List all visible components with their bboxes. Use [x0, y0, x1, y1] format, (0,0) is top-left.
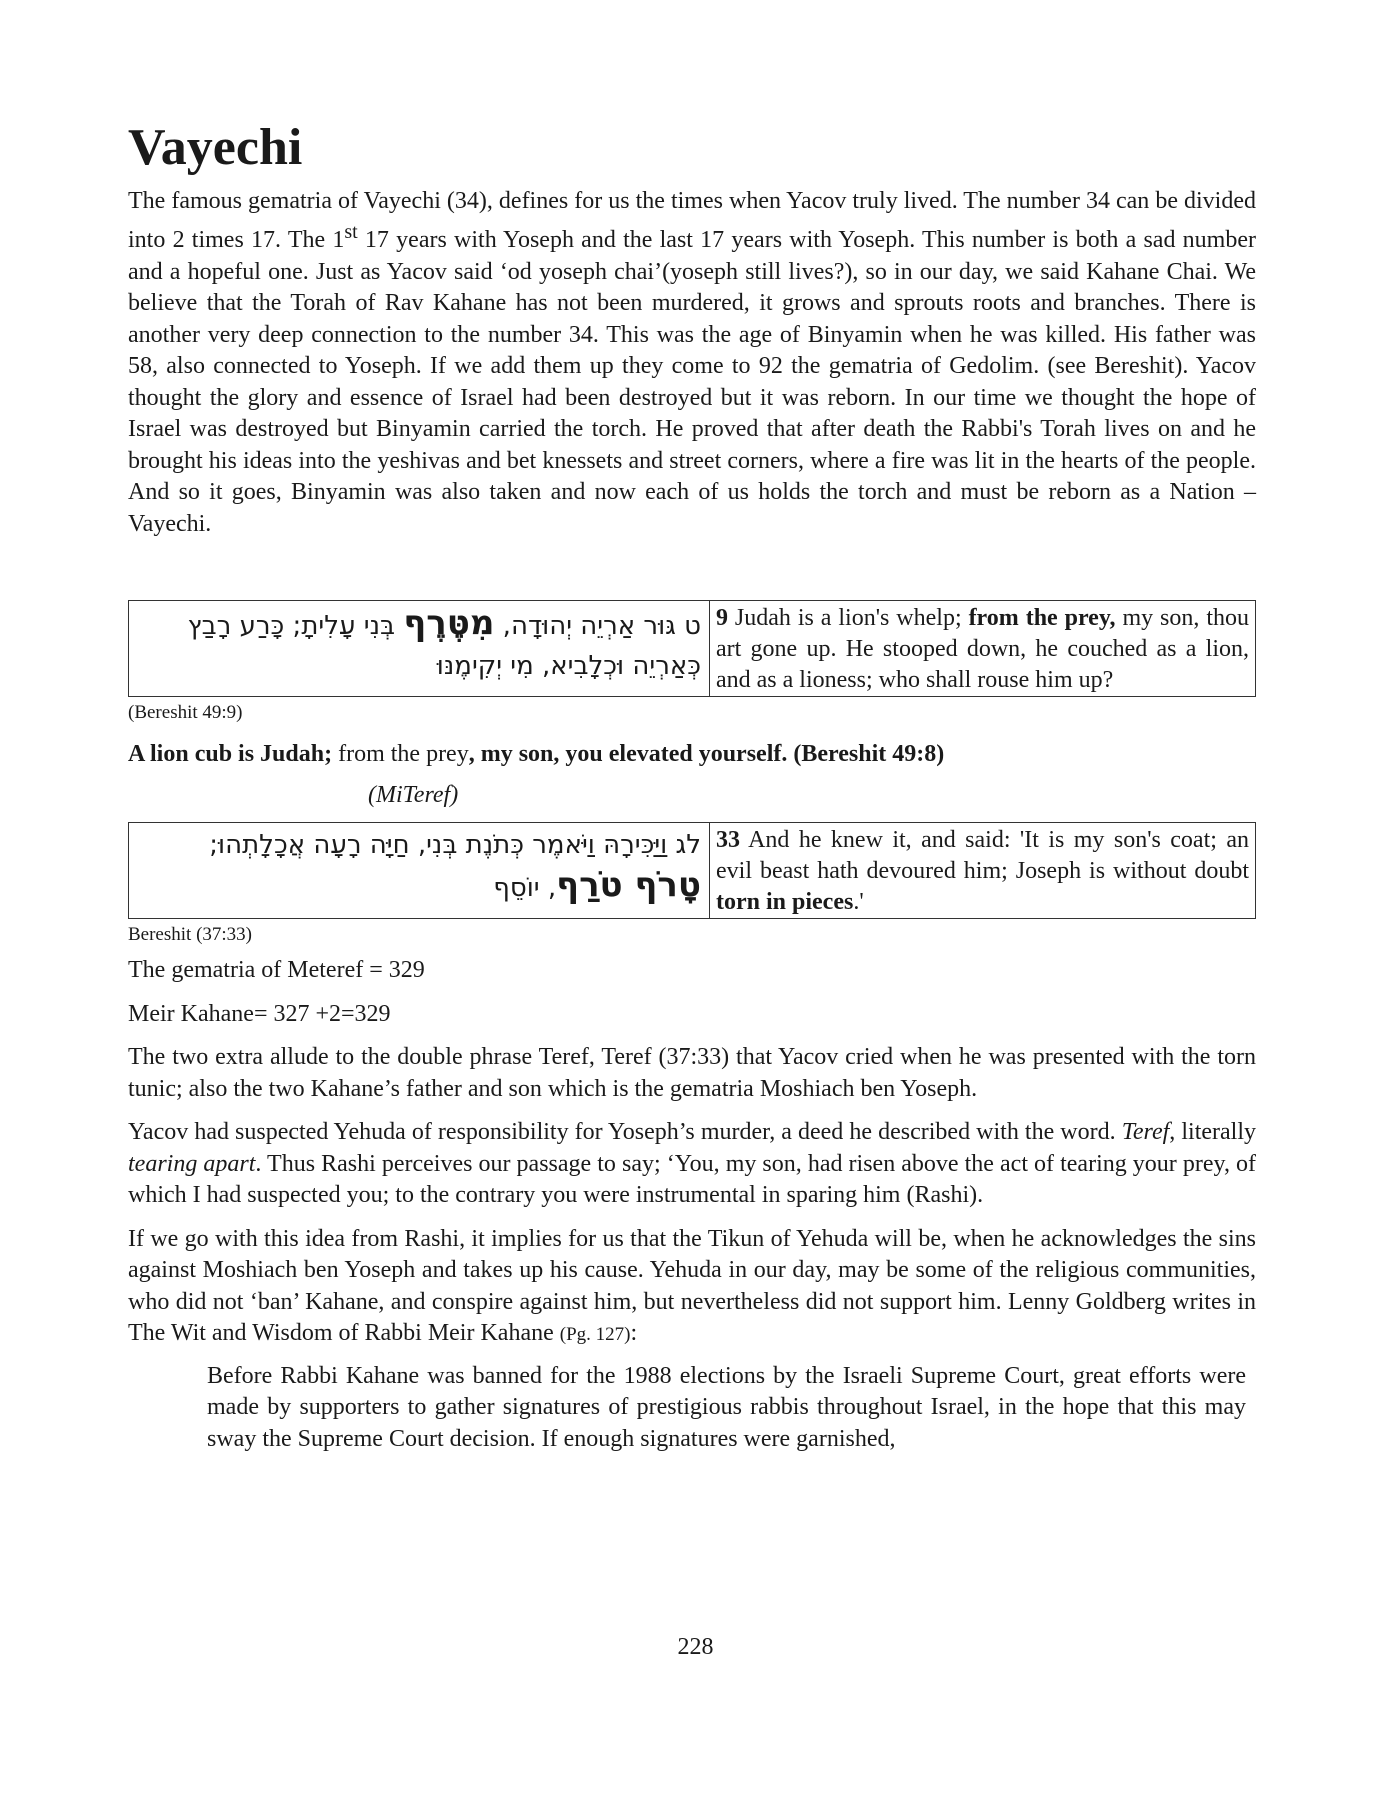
- paragraph-rashi: [128, 1117, 1256, 1212]
- hebrew-text: ט גּוּר אַרְיֵה יְהוּדָה,: [494, 611, 701, 642]
- intro-text-b: 17 years with Yoseph and the last 17 years with Yoseph. This number is both a sad number and a hopeful one. Just as Yacov said ‘od yoseph chai’(yoseph still lives?), so in our day, we said Kahane Chai. We believe that the Torah of Rav Kahane has not been murdered, it grows and sprouts roots and branches. There is another very deep connection to the number 34. This was the age of Binyamin when he was killed. His father was 58, also connected to Yoseph. If we add them up they come to 92 the gematria of Gedolim. (see Bereshit). Yacov thought the glory and essence of Israel had been destroyed but it was reborn. In our time we thought the hope of Israel was destroyed but Binyamin carried the torch. He proved that after death the Rabbi's Torah lives on and he brought his ideas into the yeshivas and bet knessets and street corners, where a fire was lit in the hearts of the people. And so it goes, Binyamin was also taken and now each of us holds the torch and must be reborn as a Nation – Vayechi.: [128, 227, 1256, 537]
- english-verse-1: [710, 601, 1256, 697]
- translation-normal: from the prey: [332, 741, 469, 768]
- hebrew-bold-word: טָרֹף טֹרַף: [556, 865, 701, 906]
- page-reference: (Pg. 127): [559, 1324, 631, 1346]
- intro-superscript: st: [344, 221, 358, 244]
- para-text: :: [630, 1320, 638, 1347]
- page-number: 228: [677, 1634, 714, 1660]
- source-citation-1: (Bereshit 49:9): [128, 702, 243, 724]
- source-citation-2: Bereshit (37:33): [128, 924, 253, 946]
- intro-paragraph: [128, 186, 1256, 541]
- english-text: Judah is a lion's whelp;: [728, 605, 969, 632]
- gematria-line-2: Meir Kahane= 327 +2=329: [128, 1000, 391, 1027]
- paragraph-tikun: [128, 1224, 1256, 1351]
- miteref-label: (MiTeref): [368, 782, 459, 809]
- page-title: Vayechi: [128, 119, 303, 176]
- para-text: Yacov had suspected Yehuda of responsibility for Yoseph’s murder, a deed he described with the word.: [128, 1119, 1122, 1146]
- verse-number: 33: [716, 827, 740, 854]
- verse-number: 9: [716, 605, 728, 632]
- hebrew-bold-word: מִטֶּרֶף: [403, 603, 495, 644]
- italic-term: Teref: [1121, 1119, 1170, 1146]
- paragraph-teref: The two extra allude to the double phrase Teref, Teref (37:33) that Yacov cried when he was presented with the torn tunic; also the two Kahane’s father and son which is the gematria Moshiach ben Yoseph.: [128, 1044, 1256, 1102]
- translation-bold: A lion cub is Judah;: [128, 741, 333, 768]
- para-text: , literally: [1169, 1119, 1256, 1146]
- para-text: If we go with this idea from Rashi, it implies for us that the Tikun of Yehuda will be, when he acknowledges the sins against Moshiach ben Yoseph and takes up his cause. Yehuda in our day, may be some of the religious communities, who did not ‘ban’ Kahane, and conspire against him, but nevertheless did not support him. Lenny Goldberg writes in The Wit and Wisdom of Rabbi Meir Kahane: [128, 1225, 1256, 1347]
- english-text: my son, thou art gone up. He stooped down, he couched as a lion, and as a lioness; who shall rouse him up?: [716, 605, 1249, 694]
- hebrew-text: לג וַיַּכִּירָהּ וַיֹּאמֶר כְּתֹנֶת בְּנִי, חַיָּה רָעָה אֲכָלָתְהוּ;: [209, 830, 701, 861]
- hebrew-text: בְּנִי עָלִיתָ; כָּרַע רָבַץ כְּאַרְיֵה וּכְלָבִיא, מִי יְקִימֶנּוּ: [187, 611, 701, 682]
- english-bold-phrase: torn in pieces: [716, 889, 854, 916]
- hebrew-verse-2: [129, 823, 710, 919]
- english-text: And he knew it, and said: 'It is my son's coat; an evil beast hath devoured him; Joseph is without doubt: [716, 827, 1249, 885]
- page-body: [128, 118, 1256, 1455]
- gematria-line-1: The gematria of Meteref = 329: [128, 957, 425, 984]
- english-verse-2: [710, 823, 1256, 919]
- translation-line: [128, 739, 1256, 770]
- italic-term: tearing apart: [128, 1150, 256, 1177]
- translation-bold: , my son, you elevated yourself. (Bereshit 49:8): [468, 741, 945, 768]
- english-bold-phrase: from the prey,: [968, 605, 1116, 632]
- block-quote: Before Rabbi Kahane was banned for the 1988 elections by the Israeli Supreme Court, great efforts were made by supporters to gather signatures of prestigious rabbis throughout Israel, in the hope that this may sway the Supreme Court decision. If enough signatures were garnished,: [207, 1362, 1246, 1452]
- hebrew-verse-1: [129, 601, 710, 697]
- intro-text-a: The famous gematria of Vayechi (34), defines for us the times when Yacov truly lived. The number 34 can be divided into 2 times 17. The 1: [128, 187, 1256, 254]
- verse-table-2: [128, 822, 1256, 919]
- english-text: .': [853, 889, 864, 916]
- para-text: . Thus Rashi perceives our passage to say; ‘You, my son, had risen above the act of tearing your prey, of which I had suspected you; to the contrary you were instrumental in sparing him (Rashi).: [128, 1150, 1256, 1209]
- verse-table-1: [128, 600, 1256, 697]
- hebrew-text: , יוֹסֵף: [493, 873, 557, 904]
